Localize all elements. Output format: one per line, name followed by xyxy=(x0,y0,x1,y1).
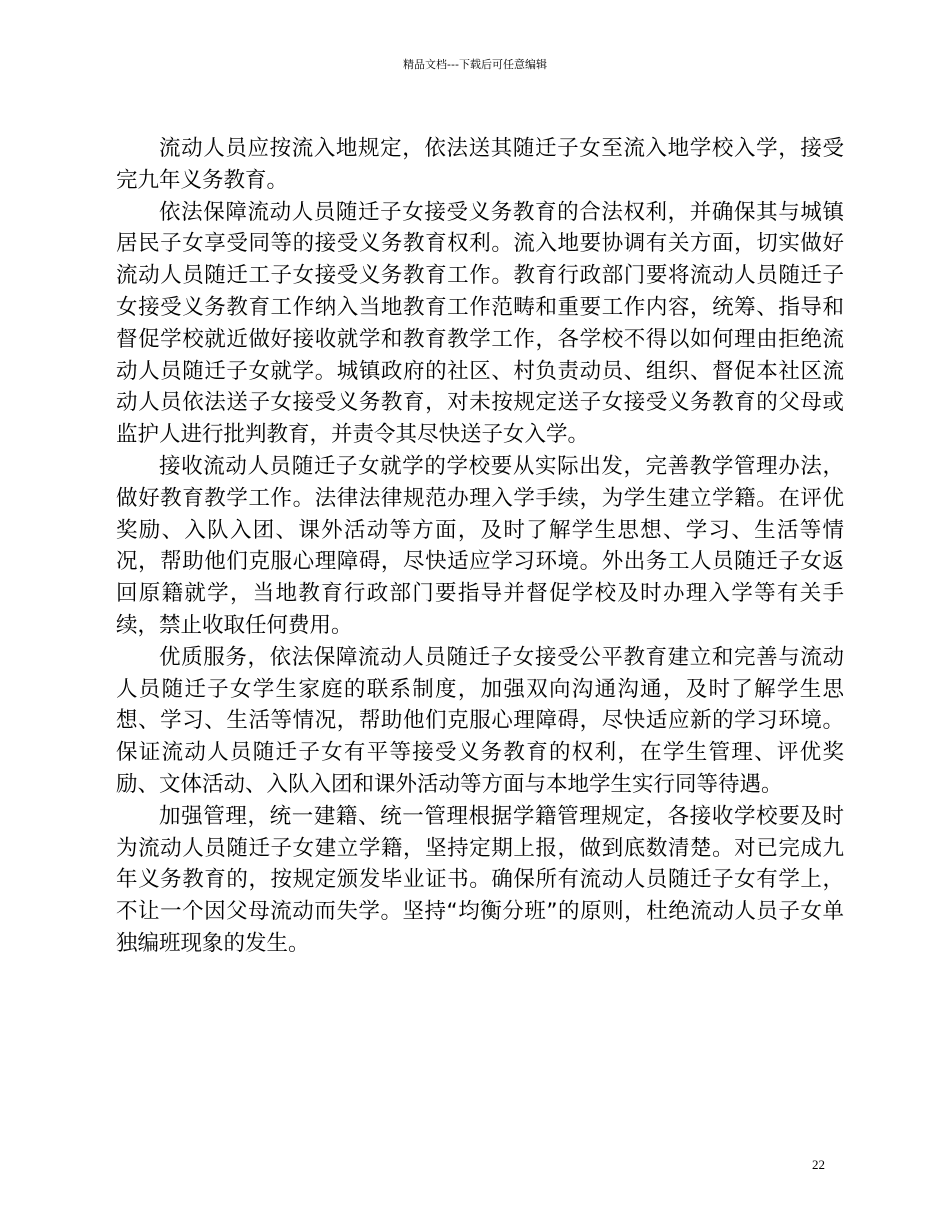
page-header: 精品文档---下载后可任意编辑 xyxy=(403,58,547,71)
document-body xyxy=(116,133,844,960)
paragraph: 接收流动人员随迁子女就学的学校要从实际出发，完善教学管理办法，做好教育教学工作。法律法律规范办理入学手续，为学生建立学籍。在评优奖励、入队入团、课外活动等方面，及时了解学生思想、学习、生活等情况，帮助他们克服心理障碍，尽快适应学习环境。外出务工人员随迁子女返回原籍就学，当地教育行政部门要指导并督促学校及时办理入学等有关手续，禁止收取任何费用。 xyxy=(116,453,844,638)
paragraph: 依法保障流动人员随迁子女接受义务教育的合法权利，并确保其与城镇居民子女享受同等的接受义务教育权利。流入地要协调有关方面，切实做好流动人员随迁工子女接受义务教育工作。教育行政部门要将流动人员随迁子女接受义务教育工作纳入当地教育工作范畴和重要工作内容，统筹、指导和督促学校就近做好接收就学和教育教学工作，各学校不得以如何理由拒绝流动人员随迁子女就学。城镇政府的社区、村负责动员、组织、督促本社区流动人员依法送子女接受义务教育，对未按规定送子女接受义务教育的父母或监护人进行批判教育，并责令其尽快送子女入学。 xyxy=(116,199,844,448)
paragraph: 加强管理，统一建籍、统一管理根据学籍管理规定，各接收学校要及时为流动人员随迁子女建立学籍，坚持定期上报，做到底数清楚。对已完成九年义务教育的，按规定颁发毕业证书。确保所有流动人员随迁子女有学上，不让一个因父母流动而失学。坚持“均衡分班”的原则，杜绝流动人员子女单独编班现象的发生。 xyxy=(116,803,844,956)
paragraph: 优质服务，依法保障流动人员随迁子女接受公平教育建立和完善与流动人员随迁子女学生家庭的联系制度，加强双向沟通沟通，及时了解学生思想、学习、生活等情况，帮助他们克服心理障碍，尽快适应新的学习环境。保证流动人员随迁子女有平等接受义务教育的权利，在学生管理、评优奖励、文体活动、入队入团和课外活动等方面与本地学生实行同等待遇。 xyxy=(116,644,844,797)
paragraph: 流动人员应按流入地规定，依法送其随迁子女至流入地学校入学，接受完九年义务教育。 xyxy=(116,136,844,193)
page-number: 22 xyxy=(812,1157,825,1172)
